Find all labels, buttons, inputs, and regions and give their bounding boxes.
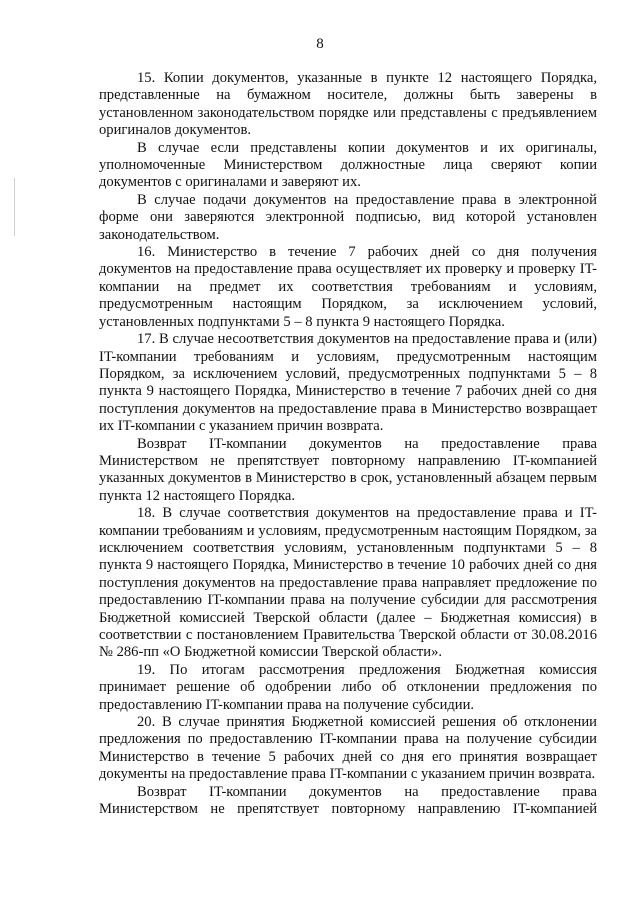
margin-mark	[14, 178, 15, 236]
paragraph-15: 15. Копии документов, указанные в пункте 12 настоящего Порядка, представленные на бумажном носителе, должны быть заверены в установленном законодательством порядке или представлены с предъявлением оригиналов документов.	[99, 70, 597, 139]
page-number: 8	[316, 36, 324, 52]
paragraph-17: 17. В случае несоответствия документов на предоставление права и (или) IT-компании требованиям и условиям, предусмотренным настоящим Порядком, за исключением условий, предусмотренных подпунктами 5 – 8 пункта 9 настоящего Порядка, Министерство в течение 7 рабочих дней со дня поступления документов на предоставление права в Министерство возвращает их IT-компании с указанием причин возврата.	[99, 331, 597, 435]
paragraph-19: 19. По итогам рассмотрения предложения Бюджетная комиссия принимает решение об одобрении либо об отклонении предложения по предоставлению IT-компании права на получение субсидии.	[99, 661, 597, 713]
paragraph-20: 20. В случае принятия Бюджетной комиссией решения об отклонении предложения по предоставлению IT-компании права на получение субсидии Министерство в течение 5 рабочих дней со дня его принятия возвращает документы на предоставление права IT-компании с указанием причин возврата.	[99, 714, 597, 783]
document-body	[99, 70, 597, 818]
paragraph-15-electronic: В случае подачи документов на предоставление права в электронной форме они заверяются электронной подписью, вид которой установлен законодательством.	[99, 191, 597, 243]
paragraph-20-return: Возврат IT-компании документов на предоставление права Министерством не препятствует повторному направлению IT-компанией	[99, 783, 597, 818]
paragraph-15-copies: В случае если представлены копии документов и их оригиналы, уполномоченные Министерством должностные лица сверяют копии документов с оригиналами и заверяют их.	[99, 139, 597, 191]
paragraph-17-return: Возврат IT-компании документов на предоставление права Министерством не препятствует повторному направлению IT-компанией указанных документов в Министерство в срок, установленный абзацем первым пункта 12 настоящего Порядка.	[99, 435, 597, 504]
paragraph-16: 16. Министерство в течение 7 рабочих дней со дня получения документов на предоставление права осуществляет их проверку и проверку IT-компании на предмет их соответствия требованиям и условиям, предусмотренным настоящим Порядком, за исключением условий, установленных подпунктами 5 – 8 пункта 9 настоящего Порядка.	[99, 244, 597, 330]
paragraph-18: 18. В случае соответствия документов на предоставление права и IT-компании требованиям и условиям, предусмотренным настоящим Порядком, за исключением соответствия условиям, установленным подпунктами 5 – 8 пункта 9 настоящего Порядка, Министерство в течение 10 рабочих дней со дня поступления документов на предоставление права направляет предложение по предоставлению IT-компании права на получение субсидии для рассмотрения Бюджетной комиссией Тверской области (далее – Бюджетная комиссия) в соответствии с постановлением Правительства Тверской области от 30.08.2016 № 286-пп «О Бюджетной комиссии Тверской области».	[99, 505, 597, 661]
